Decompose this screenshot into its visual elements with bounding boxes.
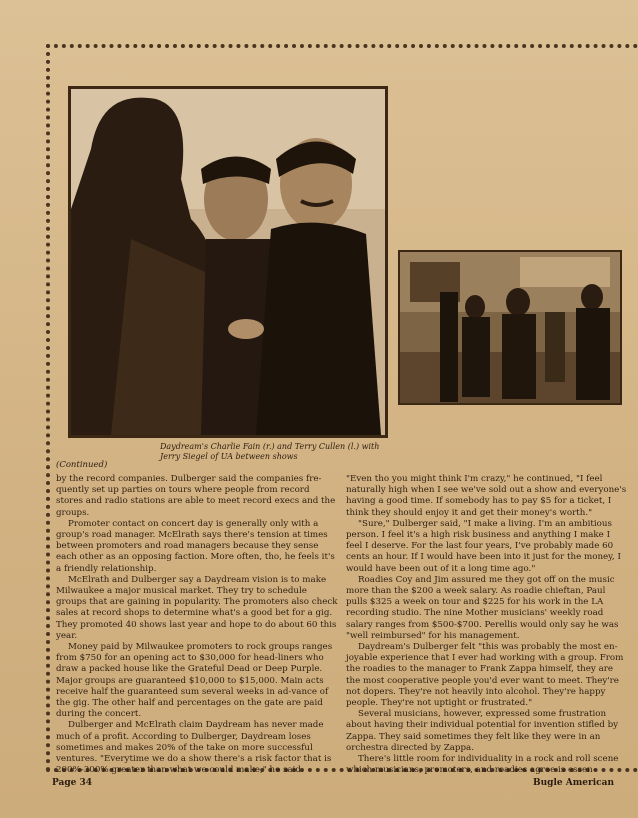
page-number: Page 34 <box>52 778 93 788</box>
paragraph: "Sure," Dulberger said, "I make a living. I'm an ambitious person. I feel it's a high risk business and anything I make I feel I deserve. For the last four years, I've probably made 60 cents an hour. If I would have been into it just for the money, I would have been out of it a long time ago." <box>346 518 621 574</box>
paragraph: Several musicians, however, expressed some frustration about having their individual potential for invention stifled by Zappa. They said sometimes they felt like they were in an orchestra directed by Zappa. <box>346 709 619 753</box>
photo-daydream-promoters <box>68 86 388 438</box>
caption-line-2: Jerry Siegel of UA between shows <box>160 452 298 461</box>
paragraph: Dulberger and McElrath claim Daydream has never made much of a profit. According to Dulberger, Daydream loses sometimes and makes 20% of the take on more successful ventures. "Everytime we do a show there's a risk factor that is 200%-300% greater than what we could make," he said. <box>56 720 332 776</box>
paragraph: Roadies Coy and Jim assured me they got off on the music more than the $200 a week salary. As roadie chieftan, Paul pulls $325 a week on tour and $225 for his work in the LA recording studio. The nine Mother musicians' weekly road salary ranges from $500-$700. Perellis would only say he was "well reimbursed" for his management. <box>346 574 619 641</box>
article-column-1 <box>56 474 338 776</box>
paragraph: "Even tho you might think I'm crazy," he continued, "I feel naturally high when I see we've sold out a show and everyone's having a good time. If somebody has to pay $5 for a ticket, I think they should enjoy it and get their money's worth." <box>346 474 627 518</box>
paragraph: Daydream's Dulberger felt "this was probably the most en-joyable experience that I ever had working with a group. From the roadies to the manager to Frank Zappa himself, they are the most cooperative people you'd ever want to meet. They're not dopers. They're not heavily into alcohol. They're happy people. They're not uptight or frustrated." <box>346 642 624 709</box>
paragraph: McElrath and Dulberger say a Daydream vision is to make Milwaukee a major musical market. They try to schedule groups that are gaining in popularity. The promoters also check sales at record shops to determine what's a good bet for a gig. They promoted 40 shows last year and hope to do about 60 this year. <box>56 574 338 641</box>
paragraph: There's little room for individuality in a rock and roll scene which musicians, promoters, and roadies agree is essen- <box>346 754 619 776</box>
photo-caption <box>160 442 400 462</box>
continued-label: (Continued) <box>56 460 108 470</box>
article-column-2 <box>346 474 628 776</box>
publication-name: Bugle American <box>533 778 614 788</box>
paragraph: Promoter contact on concert day is generally only with a group's road manager. McElrath says there's tension at times between promoters and road managers because they sense each other as an opposing faction. More often, tho, he feels it's a friendly relationship. <box>56 518 335 574</box>
paragraph: Money paid by Milwaukee promoters to rock groups ranges from $750 for an opening act to $30,000 for head-liners who draw a packed house like the Grateful Dead or Deep Purple. Major groups are guaranteed $10,000 to $15,000. Main acts receive half the guaranteed sum several weeks in ad-vance of the gig. The other half and percentages on the gate are paid during the concert. <box>56 642 333 720</box>
photo-street-scene <box>398 250 622 405</box>
caption-line-1: Daydream's Charlie Fain (r.) and Terry Cullen (l.) with <box>160 442 380 451</box>
paragraph: by the record companies. Dulberger said the companies fre-quently set up parties on tours where people from record stores and radio stations are able to meet record execs and the groups. <box>56 474 336 518</box>
